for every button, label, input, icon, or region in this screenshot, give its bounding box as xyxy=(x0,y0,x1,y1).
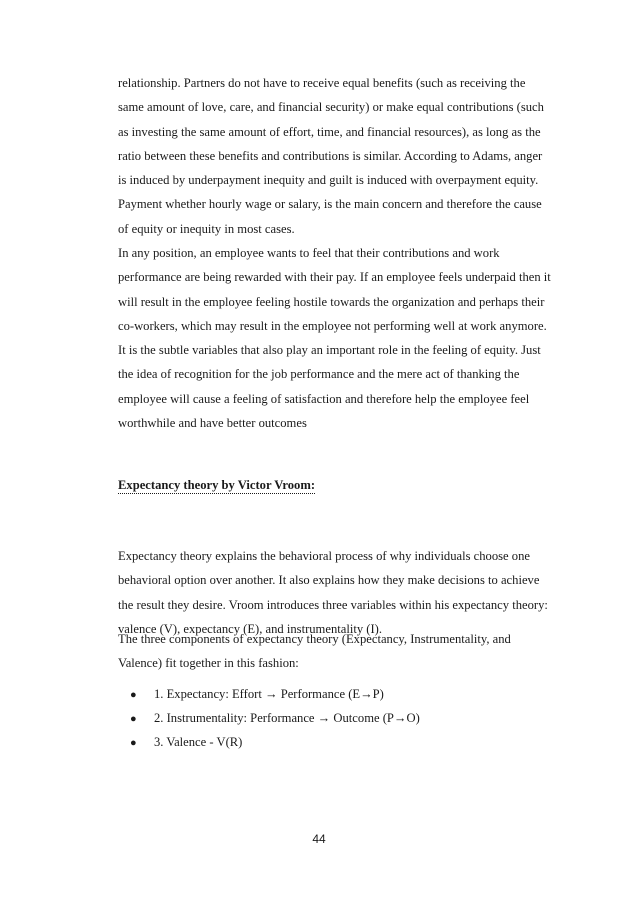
text-line: Payment whether hourly wage or salary, is the main concern and therefore the cause xyxy=(118,197,542,212)
paragraph-components xyxy=(118,627,550,676)
text-line: the result they desire. Vroom introduces three variables within his expectancy theory: xyxy=(118,597,548,612)
bullet-icon: ● xyxy=(130,737,137,749)
text-line: Expectancy theory explains the behavioral process of why individuals choose one xyxy=(118,549,530,563)
text-line: will result in the employee feeling hostile towards the organization and perhaps their xyxy=(118,294,545,309)
bullet-icon: ● xyxy=(130,689,137,701)
section-heading xyxy=(118,475,315,495)
text-line: The three components of expectancy theory (Expectancy, Instrumentality, and xyxy=(118,632,511,646)
list-item-text: 1. Expectancy: Effort → Performance (E→P) xyxy=(154,687,384,701)
text-line: worthwhile and have better outcomes xyxy=(118,416,307,431)
list-item xyxy=(130,730,550,754)
section-heading-text: Expectancy theory by Victor Vroom: xyxy=(118,478,316,492)
text-line: ratio between these benefits and contributions is similar. According to Adams, anger xyxy=(118,148,543,163)
text-line: the idea of recognition for the job performance and the mere act of thanking the xyxy=(118,367,520,382)
text-line: same amount of love, care, and financial security) or make equal contributions (such xyxy=(118,100,544,115)
list-item xyxy=(130,682,550,706)
text-line: co-workers, which may result in the employee not performing well at work anymore. xyxy=(118,318,547,333)
text-line: is induced by underpayment inequity and guilt is induced with overpayment equity. xyxy=(118,173,539,188)
text-line: valence (V), expectancy (E), and instrumentality (I). xyxy=(118,621,383,636)
text-line: employee will cause a feeling of satisfaction and therefore help the employee feel xyxy=(118,391,530,406)
paragraph-employee-contributions xyxy=(118,241,550,435)
list-item xyxy=(130,706,550,730)
bullet-list xyxy=(130,682,550,754)
text-line: as investing the same amount of effort, time, and financial resources), as long as the xyxy=(118,124,541,139)
list-item-text: 2. Instrumentality: Performance → Outcome (P→O) xyxy=(154,711,420,725)
list-item-text: 3. Valence - V(R) xyxy=(154,735,243,749)
text-line: Valence) fit together in this fashion: xyxy=(118,656,299,671)
text-line: performance are being rewarded with their pay. If an employee feels underpaid then it xyxy=(118,270,551,285)
text-line: behavioral option over another. It also explains how they make decisions to achieve xyxy=(118,573,540,588)
page-number: 44 xyxy=(312,832,326,846)
bullet-icon: ● xyxy=(130,713,137,725)
paragraph-equity-relationship xyxy=(118,71,550,241)
text-line: of equity or inequity in most cases. xyxy=(118,221,295,236)
text-line: relationship. Partners do not have to receive equal benefits (such as receiving the xyxy=(118,76,526,90)
text-line: In any position, an employee wants to feel that their contributions and work xyxy=(118,246,500,260)
text-line: It is the subtle variables that also play an important role in the feeling of equity. Just xyxy=(118,343,541,358)
